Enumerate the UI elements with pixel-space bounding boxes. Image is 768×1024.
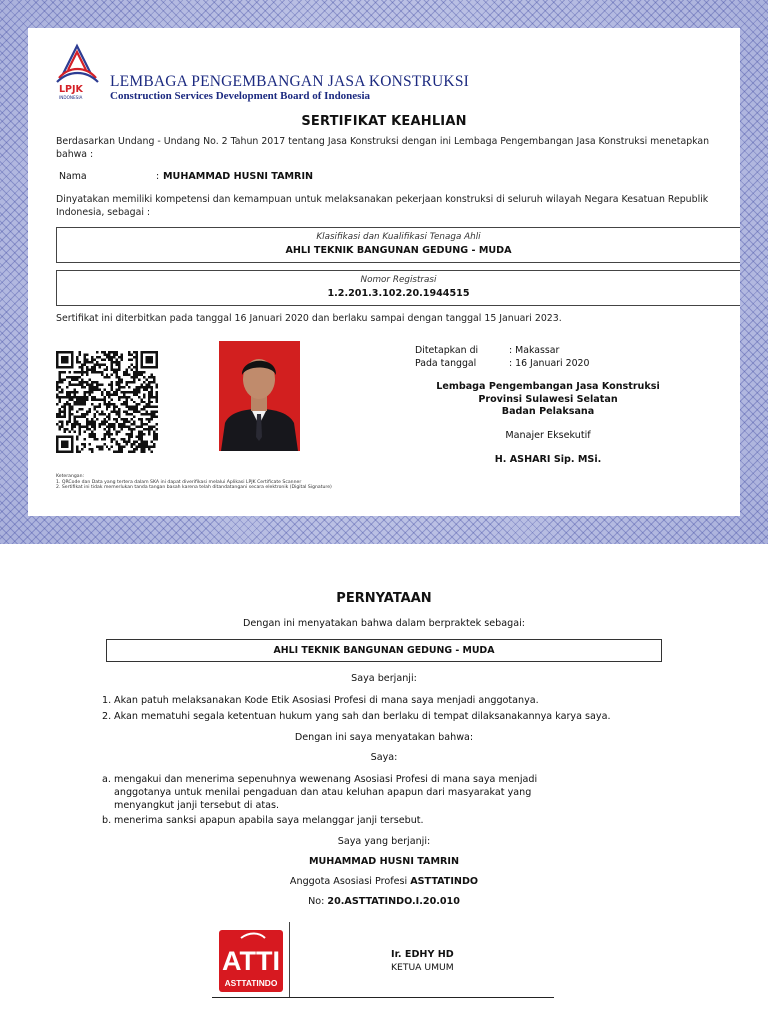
list-text: Akan patuh melaksanakan Kode Etik Asosiasi Profesi di mana saya menjadi anggotanya. — [114, 695, 539, 706]
list-marker: a. — [102, 774, 111, 785]
date-label: Pada tanggal — [415, 358, 477, 369]
promise-intro: Saya berjanji: — [351, 673, 417, 684]
logo-text: LPJK — [59, 84, 83, 95]
registration-box — [56, 270, 740, 306]
set-at-value: : Makassar — [509, 345, 560, 356]
name-colon: : — [156, 171, 160, 182]
declaration-list — [102, 773, 580, 827]
qr-modules — [56, 351, 158, 453]
registration-value: 1.2.201.3.102.20.1944515 — [327, 288, 470, 299]
member-line — [0, 875, 768, 888]
divider — [289, 922, 290, 997]
issuer-block — [423, 381, 673, 419]
issuer-line-1: Lembaga Pengembangan Jasa Konstruksi — [436, 381, 660, 392]
validity-text: Sertifikat ini diterbitkan pada tanggal 16 Januari 2020 dan berlaku sampai dengan tanggal 15 Januari 2023. — [56, 313, 562, 324]
member-number-line — [0, 895, 768, 908]
list-marker: 2. — [102, 711, 112, 722]
signatory-name: H. ASHARI Sip. MSi. — [494, 454, 602, 465]
registration-label: Nomor Registrasi — [360, 275, 437, 285]
classification-label: Klasifikasi dan Kualifikasi Tenaga Ahli — [316, 232, 481, 242]
signer-label: Saya yang berjanji: — [337, 836, 431, 847]
atti-logo-text: ATTI — [222, 946, 280, 976]
declare-intro: Dengan ini saya menyatakan bahwa: — [294, 732, 474, 743]
list-text: mengakui dan menerima sepenuhnya wewenang Asosiasi Profesi di mana saya menjadi anggotanya untuk menilai pengaduan dan atau keluhan apapun dari masyarakat yang menyangkut janji tersebut di atas. — [114, 774, 538, 811]
list-marker: b. — [102, 815, 112, 826]
chair-title: KETUA UMUM — [391, 962, 454, 973]
list-item — [102, 814, 580, 827]
certificate-heading: SERTIFIKAT KEAHLIAN — [301, 114, 467, 129]
declared-paragraph: Dinyatakan memiliki kompetensi dan kemampuan untuk melaksanakan pekerjaan konstruksi di seluruh wilayah Negara Kesatuan Republik Indonesia, sebagai : — [56, 194, 709, 218]
list-text: menerima sanksi apapun apabila saya melanggar janji tersebut. — [114, 815, 424, 826]
note-1: 1. QRCode dan Data yang tertera dalam SKA ini dapat diverifikasi melalui Aplikasi LPJK Certificate Scanner — [56, 479, 302, 485]
holder-name: MUHAMMAD HUSNI TAMRIN — [163, 171, 314, 182]
footer-rule — [212, 997, 554, 998]
statement-page — [0, 544, 768, 1024]
certificate-sheet — [28, 28, 740, 516]
list-item — [102, 773, 580, 812]
promise-list — [102, 694, 662, 723]
member-org: ASTTATINDO — [410, 876, 479, 887]
classification-box — [56, 227, 740, 263]
no-value: 20.ASTTATINDO.I.20.010 — [327, 896, 460, 907]
atti-logo-subtext: ASTTATINDO — [224, 978, 278, 988]
lpjk-logo-icon — [54, 40, 100, 102]
notes-block — [56, 474, 332, 491]
name-label: Nama — [59, 171, 87, 182]
signer-name: MUHAMMAD HUSNI TAMRIN — [308, 856, 460, 867]
statement-intro: Dengan ini menyatakan bahwa dalam berpraktek sebagai: — [243, 618, 525, 629]
position-title: Manajer Eksekutif — [505, 430, 591, 441]
statement-title: PERNYATAAN — [336, 591, 432, 606]
notes-title: Keterangan: — [56, 474, 85, 479]
no-label: No: — [308, 896, 325, 907]
note-2: 2. Sertifikat ini tidak memerlukan tanda tangan basah karena telah ditandatangani secara elektronik (Digital Signature) — [56, 485, 332, 491]
issuer-line-2: Provinsi Sulawesi Selatan — [478, 393, 618, 405]
logo-country: INDONESIA — [59, 95, 83, 100]
holder-photo — [219, 341, 300, 451]
date-value: : 16 Januari 2020 — [509, 358, 590, 369]
chair-name: Ir. EDHY HD — [391, 949, 454, 960]
intro-paragraph: Berdasarkan Undang - Undang No. 2 Tahun 2017 tentang Jasa Konstruksi dengan ini Lembaga Pengembangan Jasa Konstruksi menetapkan bahwa : — [56, 136, 710, 160]
org-name-id: LEMBAGA PENGEMBANGAN JASA KONSTRUKSI — [110, 73, 469, 90]
set-at-label: Ditetapkan di — [415, 345, 479, 356]
list-marker: 1. — [102, 695, 112, 706]
org-name-en: Construction Services Development Board of Indonesia — [110, 90, 371, 102]
profession-box: AHLI TEKNIK BANGUNAN GEDUNG - MUDA — [106, 639, 662, 662]
atti-logo-icon — [219, 930, 283, 992]
list-item — [102, 694, 662, 707]
saya-label: Saya: — [370, 752, 398, 763]
classification-value: AHLI TEKNIK BANGUNAN GEDUNG - MUDA — [285, 245, 512, 256]
list-text: Akan mematuhi segala ketentuan hukum yang sah dan berlaku di tempat dilaksanakannya karya saya. — [114, 711, 611, 722]
qr-code — [56, 351, 158, 453]
list-item — [102, 710, 662, 723]
issuer-line-3: Badan Pelaksana — [501, 406, 595, 417]
member-label: Anggota Asosiasi Profesi — [289, 876, 408, 887]
